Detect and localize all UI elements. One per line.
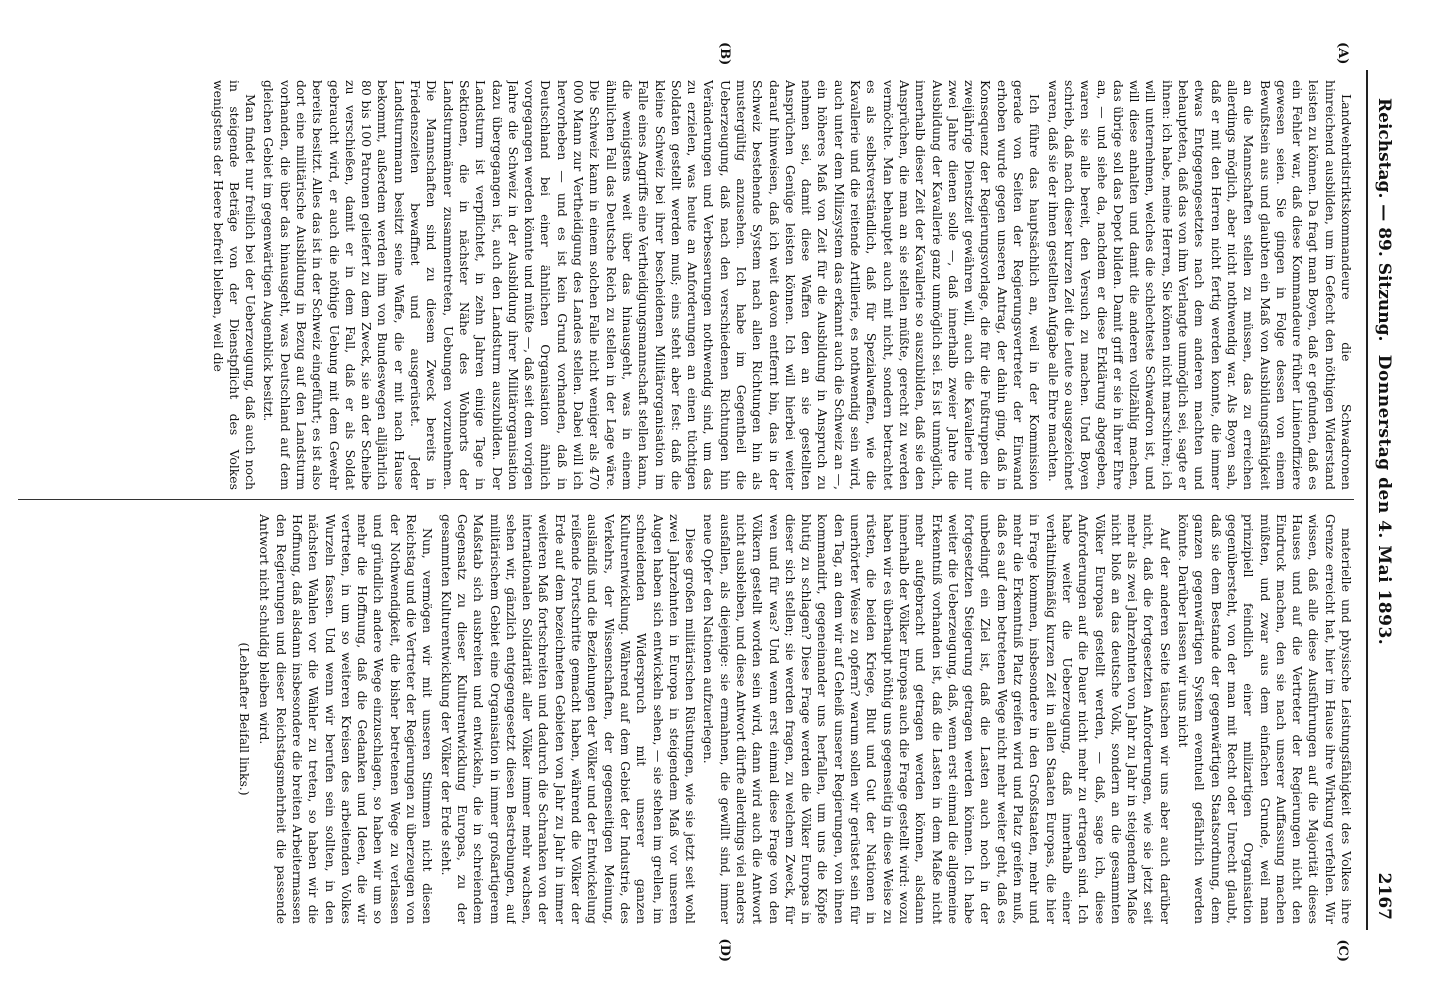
margin-mark-d: (D) [717, 938, 732, 962]
page-header [1374, 70, 1414, 930]
margin-mark-c: (C) [1335, 939, 1350, 962]
margin-mark-a: (A) [1335, 42, 1350, 65]
right-column [18, 514, 1354, 924]
session-date: Donnerstag den 4. Mai 1893. [1374, 354, 1394, 646]
margin-mark-b: (B) [717, 42, 732, 66]
left-paragraph: Man findet nur freilich bei der Ueberzeugung, daß auch noch in steigende Beträge von der Dienstpflicht des Volkes wenigstens der Heere befreit bleiben, weil die [210, 80, 259, 490]
header-rule [1366, 70, 1368, 930]
right-paragraph: Diese großen militärischen Rüstungen, wie sie jetzt seit wohl zwei Jahrzehnten in Europa in steigendem Maß vor unseren Augen haben sich entwickeln sehen, — sie stehen im grellen, im schneidenden Widerspruch mit unserer ganzen Kulturentwicklung. Während auf dem Gebiet der Industrie, des Verkehrs, der Wissenschaften, der gegenseitigen Meinung, ausländiß und die Beziehungen der Völker und der Entwickelung reißende Fortschritte gemacht haben, während die Völker der Erde auf dem bezeichneten Gebieten von Jahr zu Jahr in immer weiteren Maß fortschreiten und dadurch die Schranken von der internationalen Solidarität aller Völker immer mehr wachsen, sehen wir, gänzlich entgegengesetzt diesen Bestrebungen, auf militärischem Gebiet eine Organisation in immer großartigerem Maßstab sich ausbreiten und entwickeln, die in schreiendem Gegensatz zu dieser Kulturentwicklung Europas, zu der gesammten Kulturentwicklung der Völker der Erde steht. [438, 514, 699, 924]
left-paragraph: Ich führe das hauptsächlich an, weil in der Kommission gerade von Seiten der Regierungsvertreter der Einwand erhoben wurde gegen unseren Antrag, der dahin ging, daß in Konsequenz der Regierungsvorlage, die für die Fußtruppen die zweijährige Dienstzeit gewähren will, auch die Kavallerie nur zwei Jahre dienen solle —, daß innerhalb zweier Jahre die Ausbildung der Kavallerie ganz unmöglich sei. Es ist unmöglich, innerhalb dieser Zeit der Kavallerie so auszubilden, daß sie den Ansprüchen, die man an sie stellen müßte, gerecht zu werden vermöchte. Man behauptet auch mit nicht, sondern betrachtet es als selbstverständlich, daß für Spezialwaffen, wie die Kavallerie und die reitende Artillerie, es nothwendig sein wird, auch unter dem Milizsystem das erkannt auch die Schweiz an —, ein höheres Maß von Zeit für die Ausbildung in Anspruch zu nehmen sei, damit diese Waffen den an sie gestellten Ansprüchen Genüge leisten können. Ich will hierbei weiter darauf hinweisen, daß ich weit davon entfernt bin, das in der Schweiz bestehende System nach allen Richtungen hin als mustergültig anzusehen. Ich habe im Gegentheil die Ueberzeugung, daß nach den verschiedenen Richtungen hin Veränderungen und Verbesserungen nothwendig sind, um das zu erzielen, was heute an Anforderungen an einen tüchtigen Soldaten gestellt werden muß; eins steht aber fest: daß die kleine Schweiz bei ihrer bescheidenen Militärorganisation im Falle eines Angriffs eine Vertheidigungsmannschaft stellen kann, die wenigstens weit über das hinausgeht, was in einem ähnlichen Fall das Deutsche Reich zu stellen in der Lage wäre. Die Schweiz kann in einem solchen Falle nicht weniger als 470 000 Mann zur Vertheidigung des Landes stellen. Dabei will ich hervorheben — und es ist kein Grund vorhanden, daß in Deutschland bei einer ähnlichen Organisation ähnlich vorgegangen werden könnte und müßte —, daß seit dem vorigen Jahre die Schweiz in der Ausbildung ihrer Militärorganisation dazu übergegangen ist, auch den Landsturm auszubilden. Der Landsturm ist verpflichtet, in zehn Jahren einige Tage in Sektionen, die in nächster Nähe des Wohnorts der Landsturmmänner zusammentreten, Uebungen vorzunehmen. Die Mannschaften sind zu diesem Zweck bereits in Friedenszeiten bewaffnet und ausgerüstet. Jeder Landsturmmann besitzt seine Waffe, die er mit nach Hause bekommt, außerdem werden ihm von Bundeswegen alljährlich 80 bis 100 Patronen geliefert zu dem Zweck, sie an der Scheibe zu verschießen, damit er in dem Fall, daß er als Soldat gebraucht wird, er auch die nöthige Uebung mit dem Gewehr bereits besitzt. Alles das ist in der Schweiz eingeführt; es ist also dort eine militärische Ausbildung in Bezug auf den Landsturm vorhanden, die über das hinausgeht, was Deutschland auf dem gleichen Gebiet im gegenwärtigen Augenblick besitzt. [261, 80, 1043, 490]
page-number: 2167 [1374, 872, 1394, 920]
left-column [18, 80, 1354, 490]
applause-note: (Lebhafter Beifall links.) [237, 642, 253, 796]
column-divider [18, 499, 1354, 500]
right-paragraph: Auf der anderen Seite täuschen wir uns aber auch darüber nicht, daß die fortgesetzten Anforderungen, wie sie jetzt seit mehr als zwei Jahrzehnten von Jahr zu Jahr in steigendem Maße nicht bloß an das deutsche Volk, sondern an die gesammten Völker Europas gestellt werden, — daß, sage ich, diese Anforderungen auf die Dauer nicht mehr zu ertragen sind. Ich habe weiter die Ueberzeugung, daß innerhalb einer verhältnißmäßig kurzen Zeit in allen Staaten Europas, die hier in Frage kommen, insbesondere in den Großstaaten, mehr und mehr die Erkenntniß Platz greifen wird und Platz greifen muß, daß es auf dem betretenen Wege nicht mehr weiter geht, daß es unbedingt ein Ziel ist, daß die Lasten auch noch in der fortgesetzten Steigerung getragen werden können. Ich habe weiter die Ueberzeugung, daß, wenn erst einmal die allgemeine Erkenntniß vorhanden ist, daß die Lasten in dem Maße nicht mehr aufgebracht und getragen werden können, alsdann innerhalb der Völker Europas auch die Frage gestellt wird: wozu haben wir es überhaupt nöthig uns gegenseitig in diese Weise zu rüsten, die beiden Kriege, Blut und Gut der Nationen in unerhörter Weise zu opfern? warum sollen wir gerüstet sein für den Tag, an dem wir auf Geheiß unserer Regierungen, von ihnen kommandirt, gegeneinander uns herfallen, um uns die Köpfe blutig zu schlagen? Diese Frage werden die Völker Europas in dieser sich stellen; sie werden fragen, zu welchem Zweck, für wen und für was? Und wenn erst einmal diese Frage von den Völkern gestellt worden sein wird, dann wird auch die Antwort nicht ausbleiben, und diese Antwort dürfte allerdings viel anders ausfallen, als diejenige: sie ermahnen, die gewillt sind, immer neue Opfer den Nationen aufzuerlegen. [701, 514, 1173, 924]
right-paragraph: materielle und physische Leistungsfähigkeit des Volkes ihre Grenze erreicht hat, hier im Hause ihre Wirkung verfehlen. Wir wissen, daß alle diese Ausführungen auf die Majorität dieses Hauses und auf die Vertreter der Regierungen nicht den Eindruck machen, den sie nach unserer Auffassung machen müßten, und zwar aus dem einfachen Grunde, weil man prinzipiell feindlich einer milizartigen Organisation gegenübersteht, von der man mit Recht oder Unrecht glaubt, daß sie dem Bestande der gegenwärtigen Staatsordnung, dem ganzen gegenwärtigen System eventuell gefährlich werden könnte. Darüber lassen wir uns nicht [1176, 514, 1354, 924]
session-title: Reichstag. — 89. Sitzung. [1374, 98, 1394, 342]
left-paragraph: Landwehrdistriktskommandeure die Schwadronen hinreichend ausbilden, um im Gefecht den nöthigen Widerstand leisten zu können. Da fragt man Boyen, daß er gefunden, daß es ein Fehler war, daß diese Kommandeure früher Linienoffiziere gewesen seien. Sie gingen in Folge dessen von einem Bewußtsein aus und glaubten ein Maß von Ausbildungsfähigkeit an die Mannschaften stellen zu müssen, das zu erreichen allerdings möglich, aber nicht nothwendig war. Als Boyen sah, daß er mit den Herren nicht fertig werden konnte, die immer etwas Entgegengesetztes nach dem anderen machten und behaupteten, daß das von ihm Verlangte unmöglich sei, sagte er ihnen: ich habe, meine Herren, Sie können nicht marschiren; ich will unternehmen, welches die schlechteste Schwadron ist, und will diese anhalten und damit die anderen vollzählig machen, das übrige soll das Depot bilden. Damit griff er sie in ihrer Ehre an, — und siehe da, nachdem er diese Erklärung abgegeben, waren sie alle bereit, den Versuch zu machen. Und Boyen schrieb, daß nach dieser kurzen Zeit die Leute so ausgezeichnet waren, daß sie der ihnen gestellten Aufgabe alle Ehre machten. [1045, 80, 1354, 490]
right-paragraph: Nun, vermögen wir mit unseren Stimmen nicht diesen Reichstag und die Vertreter der Regierungen zu überzeugen von der Nothwendigkeit, die bisher betretenen Wege zu verlassen und gründlich andere Wege einzuschlagen, so haben wir um so mehr die Hoffnung, daß die Gedanken und Ideen, die wir vertreten, in um so weiteren Kreisen des arbeitenden Volkes Wurzeln fassen. Und wenn wir berufen sein sollten, in den nächsten Wahlen vor die Wähler zu treten, so haben wir die Hoffnung, daß alsdann insbesondere die breiten Arbeitermassen den Regierungen und dieser Reichstagsmehrheit die passende Antwort nicht schuldig bleiben wird. [257, 514, 436, 924]
